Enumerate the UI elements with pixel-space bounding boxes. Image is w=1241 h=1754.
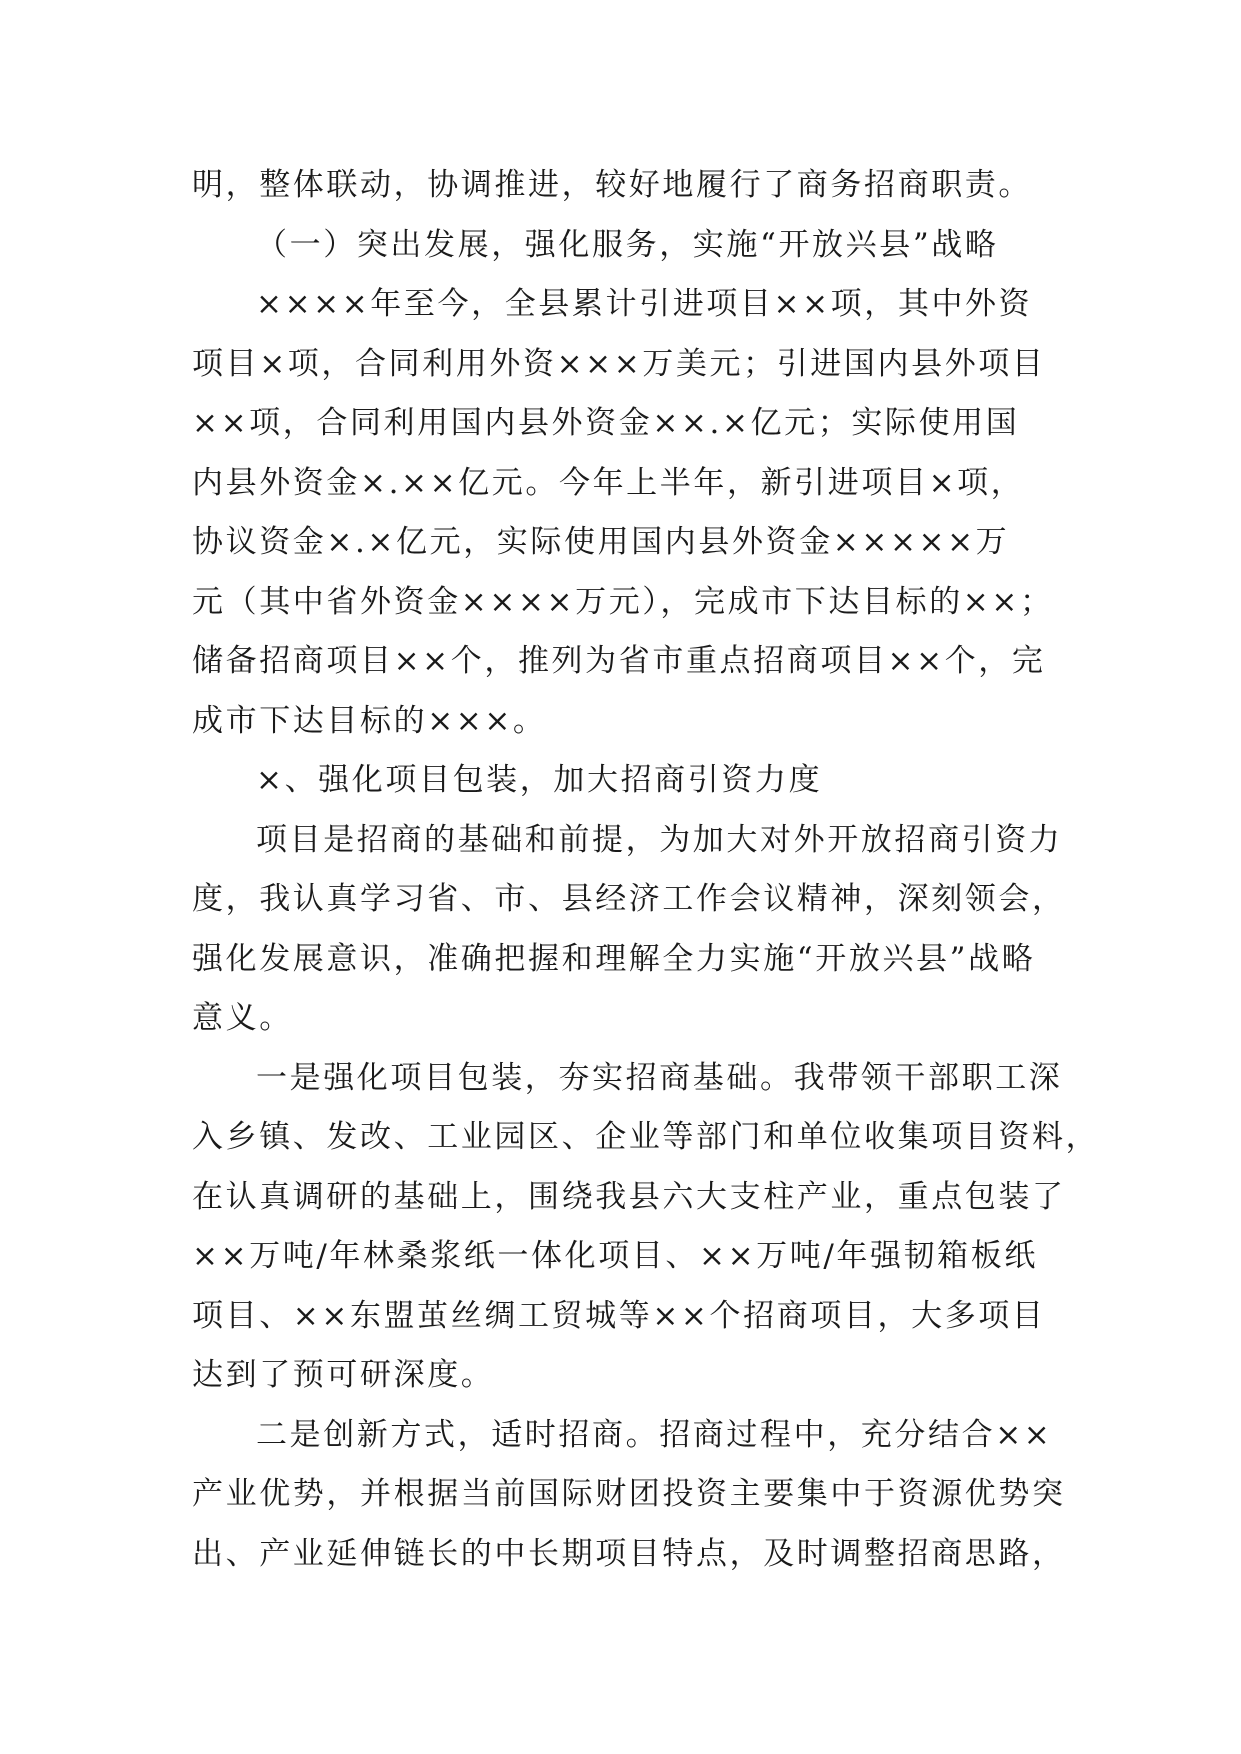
paragraph-line: 项目是招商的基础和前提，为加大对外开放招商引资力 xyxy=(256,821,1063,858)
paragraph-line: 明，整体联动，协调推进，较好地履行了商务招商职责。 xyxy=(192,167,1032,203)
paragraph-line: 成市下达目标的×××。 xyxy=(192,702,547,739)
paragraph-line: 意义。 xyxy=(192,1000,293,1036)
paragraph-line: 储备招商项目××个，推列为省市重点招商项目××个，完 xyxy=(192,643,1046,679)
paragraph-line: 度，我认真学习省、市、县经济工作会议精神，深刻领会， xyxy=(192,881,1066,917)
paragraph-line: 产业优势，并根据当前国际财团投资主要集中于资源优势突 xyxy=(192,1476,1066,1512)
paragraph-line: 出、产业延伸链长的中长期项目特点，及时调整招商思路， xyxy=(192,1535,1066,1572)
paragraph-line: 在认真调研的基础上，围绕我县六大支柱产业，重点包装了 xyxy=(192,1178,1066,1215)
section-heading: （一）突出发展，强化服务，实施“开放兴县”战略 xyxy=(256,226,999,263)
paragraph-line: 项目×项，合同利用外资×××万美元；引进国内县外项目 xyxy=(192,345,1046,382)
paragraph-line: 内县外资金×.××亿元。今年上半年，新引进项目×项， xyxy=(192,464,1025,501)
paragraph-line: ××项，合同利用国内县外资金××.×亿元；实际使用国 xyxy=(192,405,1020,441)
paragraph-line: ××万吨/年林桑浆纸一体化项目、××万吨/年强韧箱板纸 xyxy=(192,1238,1038,1274)
paragraph-line: 强化发展意识，准确把握和理解全力实施“开放兴县”战略 xyxy=(192,940,1036,977)
paragraph-line: 项目、××东盟茧丝绸工贸城等××个招商项目，大多项目 xyxy=(192,1297,1046,1334)
paragraph-line: 一是强化项目包装，夯实招商基础。我带领干部职工深 xyxy=(256,1059,1063,1096)
section-heading: ×、强化项目包装，加大招商引资力度 xyxy=(256,762,823,798)
paragraph-line: 协议资金×.×亿元，实际使用国内县外资金×××××万 xyxy=(192,524,1010,560)
paragraph-line: 达到了预可研深度。 xyxy=(192,1357,495,1393)
paragraph-line: ××××年至今，全县累计引进项目××项，其中外资 xyxy=(256,286,1033,322)
paragraph-line: 元（其中省外资金××××万元），完成市下达目标的××； xyxy=(192,583,1054,620)
paragraph-line: 二是创新方式，适时招商。招商过程中，充分结合×× xyxy=(256,1416,1053,1453)
document-body xyxy=(192,156,1100,1584)
paragraph-line: 入乡镇、发改、工业园区、企业等部门和单位收集项目资料， xyxy=(192,1119,1100,1155)
